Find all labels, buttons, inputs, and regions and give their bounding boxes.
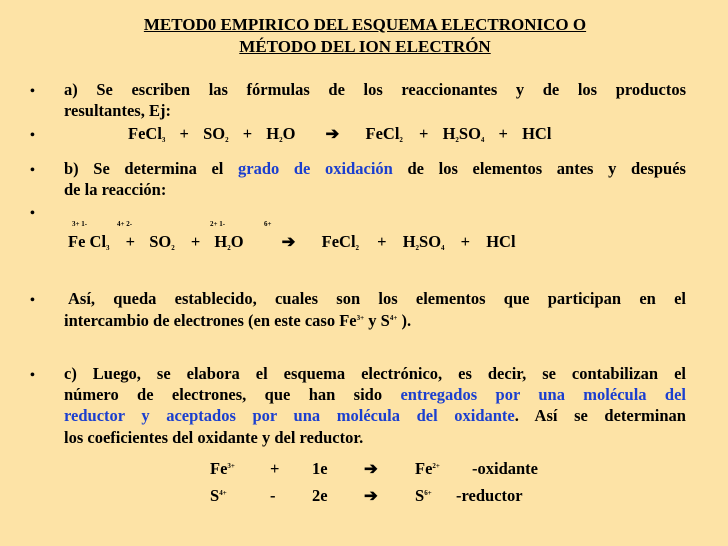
arrow-icon: ➔ (364, 459, 378, 478)
oxidation-state-label: 3+ 1- (72, 220, 88, 228)
bullet-c1-text: ). (397, 311, 412, 330)
eq2-plus: + (460, 232, 471, 251)
scheme-operator: - (270, 486, 276, 505)
bullet-c1-text: intercambio de electrones (en este caso Fe (64, 311, 357, 330)
eq1-plus: + (419, 124, 429, 143)
eq1-o: O (282, 124, 296, 143)
eq1-so4: SO (458, 124, 481, 143)
equation-1 (128, 124, 551, 144)
oxidation-state-label: 6+ (264, 220, 272, 228)
bullet-b-highlight: grado de oxidación (238, 159, 393, 178)
bullet-c-highlight: entregados por una molécula del (400, 385, 686, 404)
arrow-icon: ➔ (364, 486, 378, 505)
bullet-c-highlight: reductor y aceptados por una molécula del oxidante (64, 406, 515, 425)
scheme-species: $Fe^{2+}$ (415, 459, 440, 478)
eq2-fecl3: Fe Cl (68, 232, 107, 251)
bullet-b-post: de los elementos antes y después (392, 159, 686, 178)
bullet-a-line1: a) Se escriben las fórmulas de los reaccionantes y de los productos (64, 80, 686, 99)
bullet-c-text: . Así se determinan (514, 406, 686, 425)
eq2-o: O (230, 232, 244, 251)
slide-title (60, 14, 670, 58)
bullet-c-line3 (64, 406, 686, 426)
eq1-arrow-icon: ➔ (325, 124, 340, 143)
eq2-sub: 4 (441, 244, 445, 252)
eq2-sub: 2 (415, 244, 420, 252)
scheme-species: $Fe^{3+}$ (210, 459, 235, 478)
bullet-c-line2 (64, 385, 686, 405)
eq1-plus: + (498, 124, 508, 143)
bullet-b-line1 (64, 159, 686, 179)
bullet-dot: • (30, 293, 35, 308)
scheme-species: $S^{4+}$ (210, 486, 227, 505)
scheme-operator: + (270, 459, 280, 478)
bullet-dot: • (30, 84, 35, 99)
eq1-sub: 2 (455, 136, 459, 144)
bullet-c1-line2 (64, 311, 411, 331)
eq2-h2so4: H (402, 232, 416, 251)
eq1-hcl: HCl (522, 124, 552, 143)
eq1-sub: 2 (279, 136, 283, 144)
eq2-plus: + (377, 232, 387, 251)
eq1-plus: + (179, 124, 189, 143)
bullet-a-line2: resultantes, Ej: (64, 101, 171, 120)
scheme-label: -reductor (456, 486, 523, 505)
bullet-dot: • (30, 128, 35, 143)
bullet-c-line1: c) Luego, se elabora el esquema electrónico, es decir, se contabilizan el (64, 364, 686, 383)
oxidation-state-label: 4+ 2- (117, 220, 133, 228)
eq2-arrow-icon: ➔ (281, 232, 296, 251)
eq1-plus: + (242, 124, 253, 143)
eq2-h: H (214, 232, 228, 251)
eq1-sub: 3 (161, 136, 166, 144)
oxidation-states (72, 220, 372, 230)
eq2-fecl2: FeCl (321, 232, 356, 251)
eq2-so2: SO (149, 232, 172, 251)
eq1-sub: 2 (225, 136, 229, 144)
eq2-hcl: HCl (486, 232, 516, 251)
bullet-c-text: número de electrones, que han sido (64, 385, 401, 404)
eq1-h2so4: H (442, 124, 456, 143)
eq1-so2: SO (203, 124, 226, 143)
equation-2 (68, 232, 516, 252)
scheme-electrons: 2e (312, 486, 328, 505)
eq1-sub: 2 (399, 136, 403, 144)
bullet-b-line2: de la reacción: (64, 180, 167, 199)
eq1-fecl3: FeCl (128, 124, 162, 143)
bullet-b-pre: b) Se determina el (64, 159, 238, 178)
scheme-row-oxidante (210, 459, 590, 483)
bullet-c-line4: los coeficientes del oxidante y del reductor. (64, 428, 364, 447)
eq2-so4: SO (419, 232, 442, 251)
eq1-fecl2: FeCl (365, 124, 400, 143)
eq1-sub: 4 (480, 136, 485, 144)
scheme-electrons: 1e (312, 459, 328, 478)
scheme-species: $S^{6+}$ (415, 486, 432, 505)
eq2-plus: + (190, 232, 201, 251)
eq2-sub: 3 (106, 244, 110, 252)
oxidation-state-label: 2+ 1- (210, 220, 226, 228)
scheme-label: -oxidante (472, 459, 538, 478)
eq2-plus: + (125, 232, 136, 251)
s-charge: 4+ (389, 314, 398, 322)
eq2-sub: 2 (171, 244, 175, 252)
scheme-row-reductor (210, 486, 590, 510)
fe-charge: 3+ (356, 314, 365, 322)
bullet-c1-text: y S (364, 311, 390, 330)
eq1-h: H (266, 124, 280, 143)
bullet-c1-line1: Así, queda establecido, cuales son los elementos que participan en el (68, 289, 686, 308)
eq2-sub: 2 (227, 244, 231, 252)
eq2-sub: 2 (355, 244, 360, 252)
bullet-dot: • (30, 163, 35, 178)
title-line-2: MÉTODO DEL ION ELECTRÓN (239, 37, 491, 56)
bullet-dot: • (30, 368, 35, 383)
title-line-1: METOD0 EMPIRICO DEL ESQUEMA ELECTRONICO O (143, 15, 587, 34)
bullet-dot: • (30, 206, 35, 221)
